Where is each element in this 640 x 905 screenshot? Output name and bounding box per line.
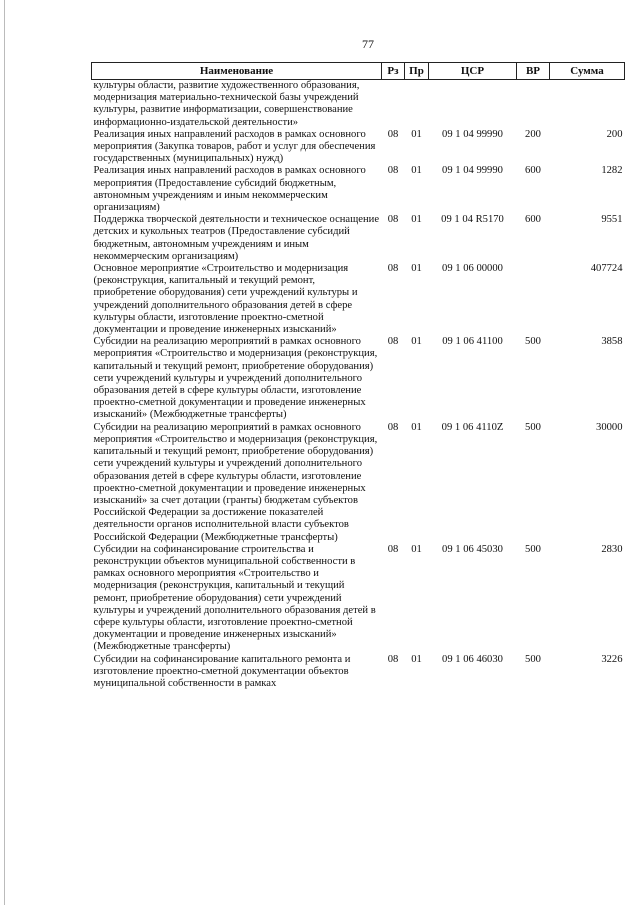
row-rz: 08	[387, 263, 399, 275]
row-sum: 1282	[601, 165, 623, 177]
row-name: Субсидии на софинансирование капитального ремонта и изготовление проектно-сметной документации объектов муниципальной собственности в рамках	[93, 653, 351, 689]
row-vr: 500	[525, 653, 541, 665]
page-number: 77	[362, 37, 374, 51]
row-sum: 9551	[601, 214, 623, 226]
table-row	[92, 129, 625, 166]
row-sum	[550, 80, 625, 129]
table-row	[92, 165, 625, 214]
row-vr	[517, 80, 550, 129]
row-pr: 01	[411, 653, 422, 665]
row-vr: 500	[525, 421, 541, 433]
table-row	[92, 422, 625, 544]
row-csr: 09 1 04 R5170	[441, 214, 504, 226]
row-name: Реализация иных направлений расходов в рамках основного мероприятия (Закупка товаров, работ и услуг для обеспечения государственных (муниципальных) нужд)	[93, 128, 376, 165]
row-pr: 01	[411, 165, 422, 177]
table-row	[92, 214, 625, 263]
row-sum: 30000	[596, 421, 623, 433]
row-sum: 3226	[601, 653, 623, 665]
budget-table	[91, 62, 625, 690]
table-row	[92, 544, 625, 654]
row-sum: 3858	[601, 336, 623, 348]
row-csr: 09 1 06 41100	[442, 336, 503, 348]
table-row	[92, 336, 625, 421]
row-name: Поддержка творческой деятельности и техническое оснащение детских и кукольных театров (Предоставление субсидий бюджетным, автономным учреждениям и иным некоммерческим организациям)	[93, 214, 380, 262]
row-rz: 08	[387, 165, 399, 177]
row-pr: 01	[411, 421, 422, 433]
row-csr: 09 1 06 00000	[442, 263, 503, 275]
row-vr: 200	[525, 128, 541, 140]
row-pr: 01	[411, 214, 422, 226]
row-csr: 09 1 06 45030	[442, 543, 503, 555]
row-name: Реализация иных направлений расходов в рамках основного мероприятия (Предоставление субсидий бюджетным, автономным учреждениям и иным некоммерческим организациям)	[93, 165, 366, 214]
row-csr: 09 1 06 46030	[442, 653, 503, 665]
row-vr	[517, 263, 550, 336]
row-vr: 500	[525, 543, 541, 555]
row-rz: 08	[387, 653, 399, 665]
row-rz: 08	[387, 421, 399, 433]
row-vr: 600	[525, 214, 541, 226]
row-rz: 08	[387, 214, 399, 226]
row-vr: 500	[525, 336, 541, 348]
row-csr: 09 1 04 99990	[442, 128, 503, 140]
row-csr	[429, 80, 517, 129]
header-rz: Рз	[382, 63, 405, 80]
row-csr: 09 1 04 99990	[442, 165, 503, 177]
row-name: Основное мероприятие «Строительство и модернизация (реконструкция, капитальный и текущий ремонт, приобретение оборудования) сети учреждений культуры и учреждений дополнительного образования детей в сфере культуры области, изготовление проектно-сметной документации и проведение инженерных изысканий»	[93, 263, 358, 336]
header-name: Наименование	[92, 63, 382, 80]
header-sum: Сумма	[550, 63, 625, 80]
table-row	[92, 654, 625, 691]
row-sum: 2830	[601, 543, 623, 555]
row-csr: 09 1 06 4110Z	[441, 421, 504, 433]
row-rz: 08	[387, 543, 399, 555]
row-rz: 08	[387, 336, 399, 348]
row-pr: 01	[411, 336, 422, 348]
header-csr: ЦСР	[429, 63, 517, 80]
row-sum: 200	[606, 128, 623, 140]
row-name: культуры области, развитие художественного образования, модернизация материально-технической базы учреждений культуры, развитие информатизации, совершенствование информационно-издательской деятельности»	[93, 80, 360, 128]
page-edge-line	[4, 0, 5, 905]
row-pr: 01	[411, 128, 422, 140]
row-pr: 01	[411, 543, 422, 555]
row-pr: 01	[411, 263, 422, 275]
row-rz: 08	[387, 128, 399, 140]
row-vr: 600	[525, 165, 541, 177]
header-pr: Пр	[405, 63, 429, 80]
row-rz	[382, 80, 405, 129]
table-header-row	[92, 63, 625, 80]
header-vr: ВР	[517, 63, 550, 80]
table-row	[92, 80, 625, 129]
row-name: Субсидии на реализацию мероприятий в рамках основного мероприятия «Строительство и модернизация (реконструкция, капитальный и текущий ремонт, приобретение оборудования) сети учреждений культуры и учреждений дополнительного образования детей в сфере культуры области, изготовление проектно-сметной документации и проведение инженерных изысканий» за счет дотации (гранты) бюджетам субъектов Российской Федерации за достижение показателей деятельности органов исполнительной власти субъектов Российской Федерации (Межбюджетные трансферты)	[93, 421, 378, 543]
row-name: Субсидии на софинансирование строительства и реконструкции объектов муниципальной собственности в рамках основного мероприятия «Строительство и модернизация (реконструкция, капитальный и текущий ремонт, приобретение оборудования) сети учреждений культуры и учреждений дополнительного образования детей в сфере культуры области, изготовление проектно-сметной документации и проведение инженерных изысканий» (Межбюджетные трансферты)	[93, 543, 376, 653]
row-pr	[405, 80, 429, 129]
row-sum: 407724	[590, 263, 623, 275]
row-name: Субсидии на реализацию мероприятий в рамках основного мероприятия «Строительство и модернизация (реконструкция, капитальный и текущий ремонт, приобретение оборудования) сети учреждений культуры и учреждений дополнительного образования детей в сфере культуры области, изготовление проектно-сметной документации и проведение инженерных изысканий» (Межбюджетные трансферты)	[93, 336, 378, 421]
table-row	[92, 263, 625, 336]
